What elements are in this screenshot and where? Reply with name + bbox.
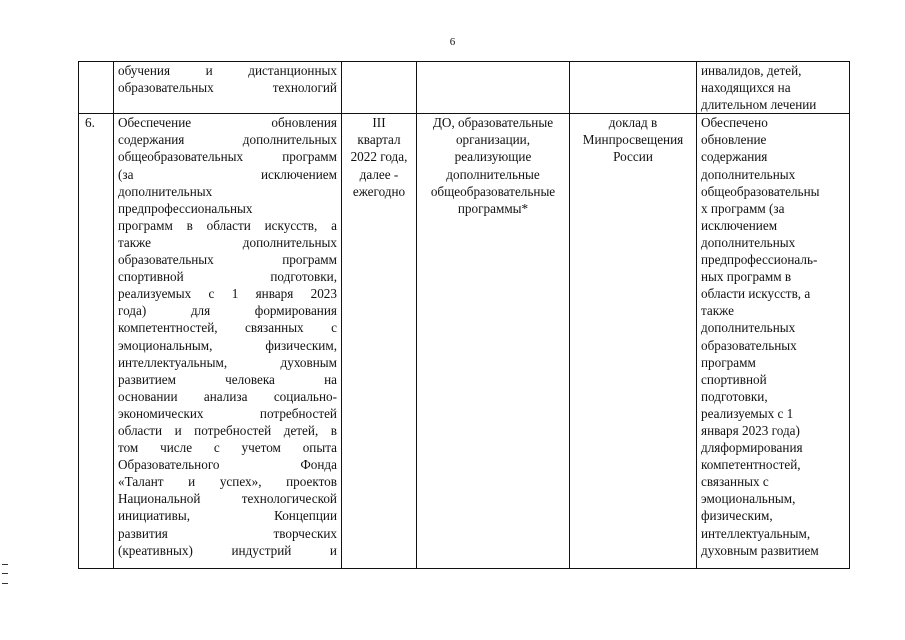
activities-table — [78, 61, 850, 569]
cell-responsible: ДО, образовательные организации, реализующие дополнительные общеобразовательные программы* — [417, 114, 570, 569]
cell-number — [79, 62, 114, 114]
table-row-continuation — [79, 62, 850, 114]
cell-number: 6. — [79, 114, 114, 569]
margin-mark — [2, 564, 8, 584]
cell-measure: обучения и дистанционных образовательных технологий — [114, 62, 342, 114]
cell-result-type — [570, 62, 697, 114]
page-number: 6 — [449, 36, 456, 48]
cell-deadline — [342, 62, 417, 114]
cell-result: инвалидов, детей, находящихся на длительном лечении — [697, 62, 850, 114]
cell-result: Обеспечено обновление содержания дополнительных общеобразовательны х программ (за исключением дополнительных предпрофессиональ- ных программ в области искусств, а также дополнительных образовательных программ спортивной подготовки, реализуемых с 1 января 2023 года) дляформирования компетентностей, связанных с эмоциональным, физическим, интеллектуальным, духовным развитием — [697, 114, 850, 569]
cell-measure: Обеспечение обновления содержания дополнительных общеобразовательных программ (за исключением дополнительных предпрофессиональных программ в области искусств, а также дополнительных образовательных программ спортивной подготовки, реализуемых с 1 января 2023 года) для формирования компетентностей, связанных с эмоциональным, физическим, интеллектуальным, духовным развитием человека на основании анализа социально- экономических потребностей области и потребностей детей, в том числе с учетом опыта Образовательного Фонда «Талант и успех», проектов Национальной технологической инициативы, Концепции развития творческих (креативных) индустрий и — [114, 114, 342, 569]
table-row — [79, 114, 850, 569]
cell-result-type: доклад в Минпросвещения России — [570, 114, 697, 569]
cell-deadline: III квартал 2022 года, далее - ежегодно — [342, 114, 417, 569]
cell-responsible — [417, 62, 570, 114]
